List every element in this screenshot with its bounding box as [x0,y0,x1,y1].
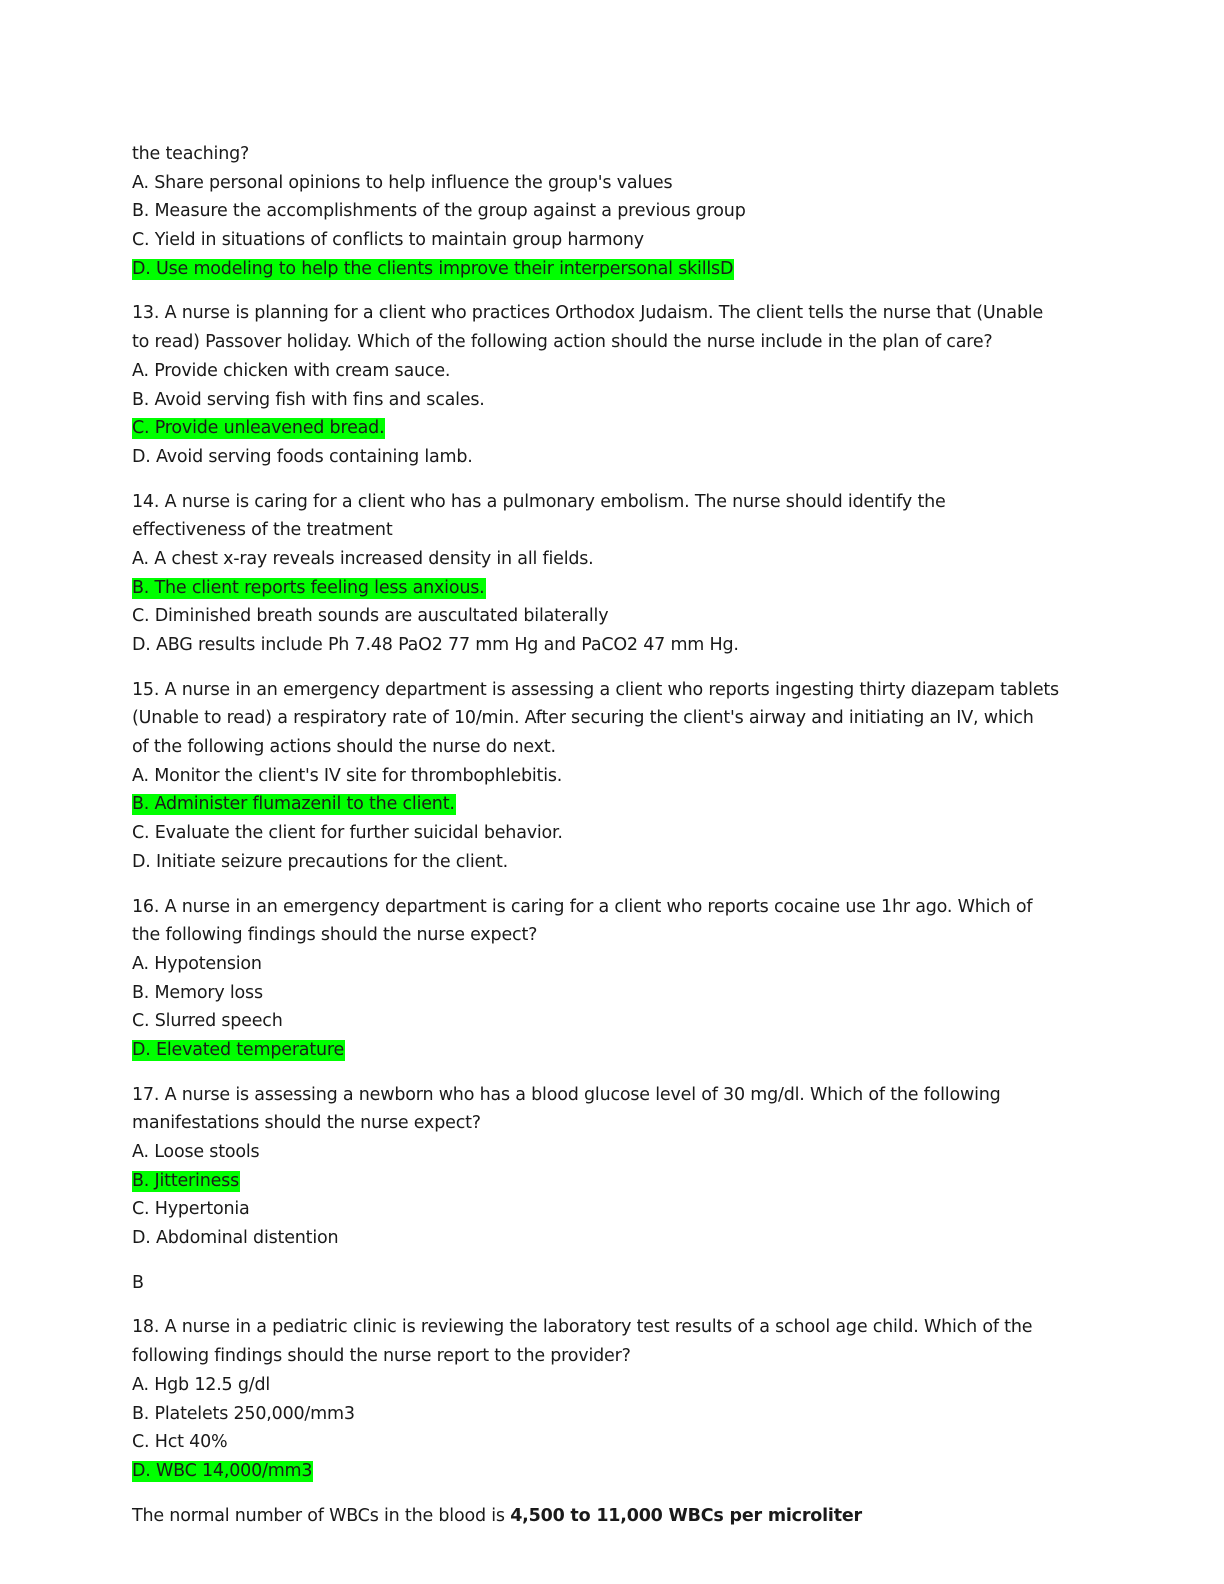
option-b-answer [132,574,1092,603]
option-b: B. Avoid serving fish with fins and scales. [132,389,485,410]
highlighted-answer: C. Provide unleavened bread. [132,418,385,439]
option-b: B. Measure the accomplishments of the group against a previous group [132,201,746,222]
option-a: A. Hgb 12.5 g/dl [132,1374,271,1395]
question-18 [132,1313,1092,1485]
option-d-answer [132,1036,1092,1065]
note-bold-range: 4,500 to 11,000 WBCs per microliter [510,1505,862,1526]
question-stem: 14. A nurse is caring for a client who has a pulmonary embolism. The nurse should identify the [132,491,946,512]
highlighted-answer: B. The client reports feeling less anxious. [132,577,485,598]
option-d: D. Abdominal distention [132,1228,339,1249]
question-stem: following findings should the nurse report to the provider? [132,1346,631,1367]
question-stem: (Unable to read) a respiratory rate of 10/min. After securing the client's airway and initiating an IV, which [132,708,1034,729]
option-a: A. A chest x-ray reveals increased density in all fields. [132,548,594,569]
question-stem: manifestations should the nurse expect? [132,1113,481,1134]
option-b-answer [132,790,1092,819]
note-text: The normal number of WBCs in the blood is [132,1505,511,1526]
question-stem: of the following actions should the nurse do next. [132,737,556,758]
question-stem: effectiveness of the treatment [132,520,393,541]
option-d: D. ABG results include Ph 7.48 PaO2 77 mm Hg and PaCO2 47 mm Hg. [132,635,739,655]
question-stem: the teaching? [132,144,250,164]
option-b: B. Platelets 250,000/mm3 [132,1403,355,1424]
highlighted-answer: B. Administer flumazenil to the client. [132,794,455,815]
option-a: A. Monitor the client's IV site for thrombophlebitis. [132,765,563,786]
question-stem: 13. A nurse is planning for a client who practices Orthodox Judaism. The client tells the nurse that (Unable [132,303,1044,324]
option-c: C. Hypertonia [132,1199,250,1220]
highlighted-answer: D. Elevated temperature [132,1039,345,1060]
question-16 [132,893,1092,1065]
document-page [132,140,1092,1530]
question-17 [132,1081,1092,1253]
question-stem: 15. A nurse in an emergency department is assessing a client who reports ingesting thirty diazepam tablets [132,679,1059,700]
option-b: B. Memory loss [132,982,263,1003]
question-15 [132,676,1092,877]
option-d-answer [132,255,1092,284]
highlighted-answer: B. Jitteriness [132,1170,239,1191]
option-c: C. Diminished breath sounds are auscultated bilaterally [132,606,609,627]
option-b-answer [132,1167,1092,1196]
option-c-answer [132,414,1092,443]
question-stem: the following findings should the nurse expect? [132,925,538,946]
option-d-answer [132,1457,1092,1486]
option-a: A. Loose stools [132,1142,260,1162]
question-12 [132,140,1092,283]
option-a: A. Hypotension [132,953,262,974]
question-stem: 17. A nurse is assessing a newborn who has a blood glucose level of 30 mg/dl. Which of the following [132,1084,1001,1105]
option-d: D. Avoid serving foods containing lamb. [132,446,473,467]
option-c: C. Hct 40% [132,1432,228,1453]
question-stem: to read) Passover holiday. Which of the following action should the nurse include in the plan of care? [132,332,993,353]
highlighted-answer: D. WBC 14,000/mm3 [132,1460,313,1481]
answer-note: B [132,1272,144,1293]
option-c: C. Slurred speech [132,1011,283,1032]
explanation-note [132,1502,1092,1531]
option-c: C. Evaluate the client for further suicidal behavior. [132,823,563,844]
highlighted-answer: D. Use modeling to help the clients improve their interpersonal skillsD [132,258,734,279]
option-c: C. Yield in situations of conflicts to maintain group harmony [132,230,644,251]
option-a: A. Share personal opinions to help influence the group's values [132,172,673,193]
option-a: A. Provide chicken with cream sauce. [132,360,451,381]
question-14 [132,488,1092,660]
question-stem: 16. A nurse in an emergency department is caring for a client who reports cocaine use 1hr ago. Which of [132,896,1033,917]
question-stem: 18. A nurse in a pediatric clinic is reviewing the laboratory test results of a school age child. Which of the [132,1317,1033,1338]
option-d: D. Initiate seizure precautions for the client. [132,851,508,872]
question-13 [132,299,1092,471]
